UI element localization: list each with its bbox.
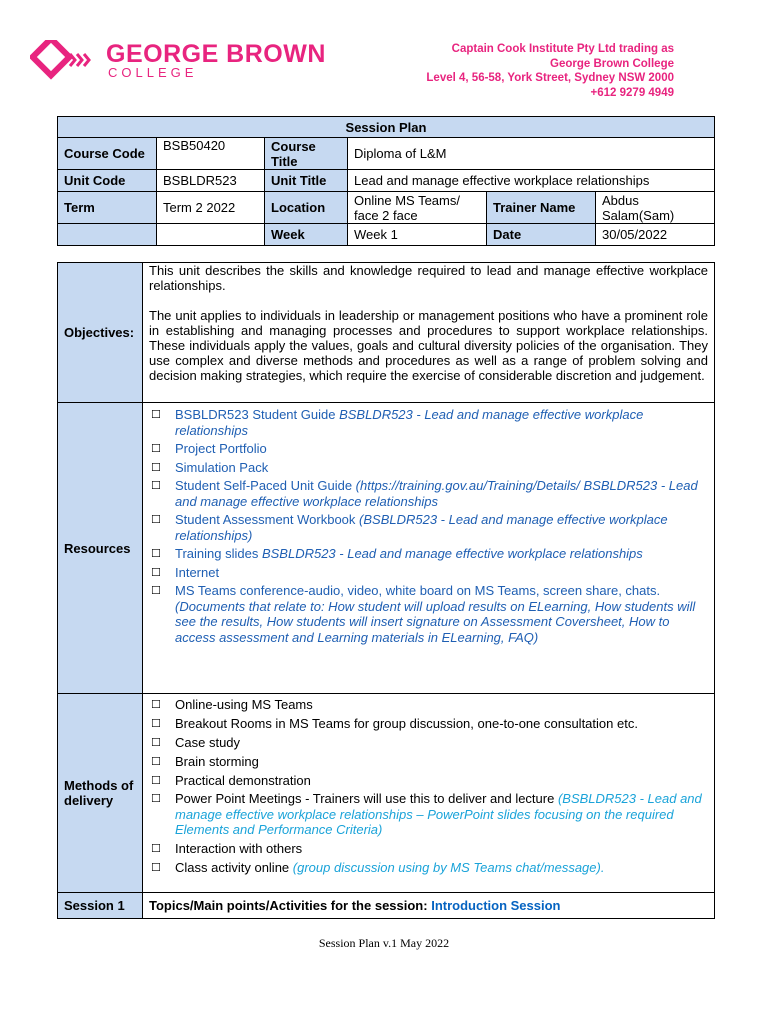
resources-label: Resources [58,403,143,694]
checkbox-icon: ☐ [151,565,161,579]
checkbox-icon: ☐ [151,842,161,856]
resource-item: ☐ Student Self-Paced Unit Guide (https://training.gov.au/Training/Details/ BSBLDR523 - Lead and manage effective workplace relationships [151,478,698,509]
checkbox-icon: ☐ [151,442,161,455]
method-item: ☐ Interaction with others [151,841,303,857]
checkbox-icon: ☐ [151,479,161,492]
unit-title-label: Unit Title [265,170,348,192]
methods-label: Methods of delivery [58,694,143,893]
session-topic-value: Introduction Session [431,898,561,913]
trainer-value: Abdus Salam(Sam) [596,192,715,224]
course-code-label: Course Code [58,138,157,170]
date-value: 30/05/2022 [596,224,715,246]
session-topics [143,893,715,919]
checkbox-icon: ☐ [151,716,161,730]
methods-list [149,694,708,885]
resource-item: ☐ MS Teams conference-audio, video, white board on MS Teams, screen share, chats. (Documents that relate to: How student will upload results on ELearning, How students will see the results, How students will insert signature on Assessment Coversheet, How to access assessment and Learning materials in ELearning, FAQ) [151,583,696,645]
session-label: Session 1 [58,893,143,919]
objectives-content [143,263,715,403]
logo-chevron-icon [77,54,82,66]
method-item: ☐ Power Point Meetings - Trainers will use this to deliver and lecture (BSBLDR523 - Lead and manage effective workplace relationships – PowerPoint slides focusing on the required Elements and Performance Criteria) [151,791,702,838]
location-label: Location [265,192,348,224]
checkbox-icon: ☐ [151,698,161,711]
checkbox-icon: ☐ [151,460,161,474]
session-plan-title: Session Plan [58,117,715,138]
checkbox-icon: ☐ [151,754,161,768]
term-label: Term [58,192,157,224]
location-value: Online MS Teams/ face 2 face [348,192,487,224]
term-value: Term 2 2022 [157,192,265,224]
resource-item: ☐ Training slides BSBLDR523 - Lead and manage effective workplace relationships [151,546,643,561]
unit-code-value: BSBLDR523 [157,170,265,192]
week-value: Week 1 [348,224,487,246]
course-code-value: BSB50420 [157,138,265,170]
resource-item: ☐ BSBLDR523 Student Guide BSBLDR523 - Lead and manage effective workplace relationships [151,407,644,438]
course-title-label: Course Title [265,138,348,170]
resources-list [149,403,708,654]
method-item: ☐ Case study [151,734,241,750]
checkbox-icon: ☐ [151,861,161,875]
session-topics-label: Topics/Main points/Activities for the session: [149,898,432,913]
resources-content [143,403,715,694]
resource-item: ☐ Simulation Pack [151,459,269,475]
method-item: ☐ Breakout Rooms in MS Teams for group discussion, one-to-one consultation etc. [151,715,638,731]
method-item: ☐ Brain storming [151,753,259,769]
checkbox-icon: ☐ [151,408,161,421]
objectives-paragraph: This unit describes the skills and knowledge required to lead and manage effective workplace relationships. [149,263,708,293]
week-label: Week [265,224,348,246]
session-plan-table [57,116,715,246]
logo-diamond-icon [33,40,70,75]
page-footer: Session Plan v.1 May 2022 [318,936,450,950]
empty-cell [58,224,157,246]
trainer-label: Trainer Name [487,192,596,224]
address-block [426,42,674,100]
checkbox-icon: ☐ [151,792,161,806]
address-line: Level 4, 56-58, York Street, Sydney NSW 2000 [426,72,674,84]
logo-chevron-icon [70,54,75,66]
course-title-value: Diploma of L&M [348,138,715,170]
checkbox-icon: ☐ [151,547,161,560]
resource-item: ☐ Project Portfolio [151,441,267,456]
logo-name: GEORGE BROWN [106,40,326,68]
checkbox-icon: ☐ [151,513,161,526]
checkbox-icon: ☐ [151,735,161,749]
date-label: Date [487,224,596,246]
empty-cell [157,224,265,246]
checkbox-icon: ☐ [151,584,161,597]
unit-title-value: Lead and manage effective workplace relationships [348,170,715,192]
objectives-label: Objectives: [58,263,143,403]
methods-content [143,694,715,893]
logo-sub: COLLEGE [108,65,198,80]
address-phone: +612 9279 4949 [590,86,674,99]
address-line: George Brown College [550,57,674,70]
method-item: ☐ Practical demonstration [151,772,311,788]
session-details-table [57,262,715,919]
method-item: ☐ Class activity online (group discussion using by MS Teams chat/message). [151,860,605,876]
objectives-paragraph: The unit applies to individuals in leadership or management positions who have a prominent role in establishing and managing processes and procedures to support workplace relationships. These individuals apply the values, goals and cultural diversity policies of the organisation. They use complex and diverse methods and procedures as well as a range of problem solving and decision making strategies, which require the exercise of considerable discretion and judgement. [149,308,708,383]
address-line: Captain Cook Institute Pty Ltd trading as [451,43,674,55]
unit-code-label: Unit Code [58,170,157,192]
method-item: ☐ Online-using MS Teams [151,697,313,712]
logo-chevron-icon [84,54,89,66]
resource-item: ☐ Internet [151,564,220,580]
resource-item: ☐ Student Assessment Workbook (BSBLDR523 - Lead and manage effective workplace relationships) [151,512,668,543]
checkbox-icon: ☐ [151,773,161,787]
